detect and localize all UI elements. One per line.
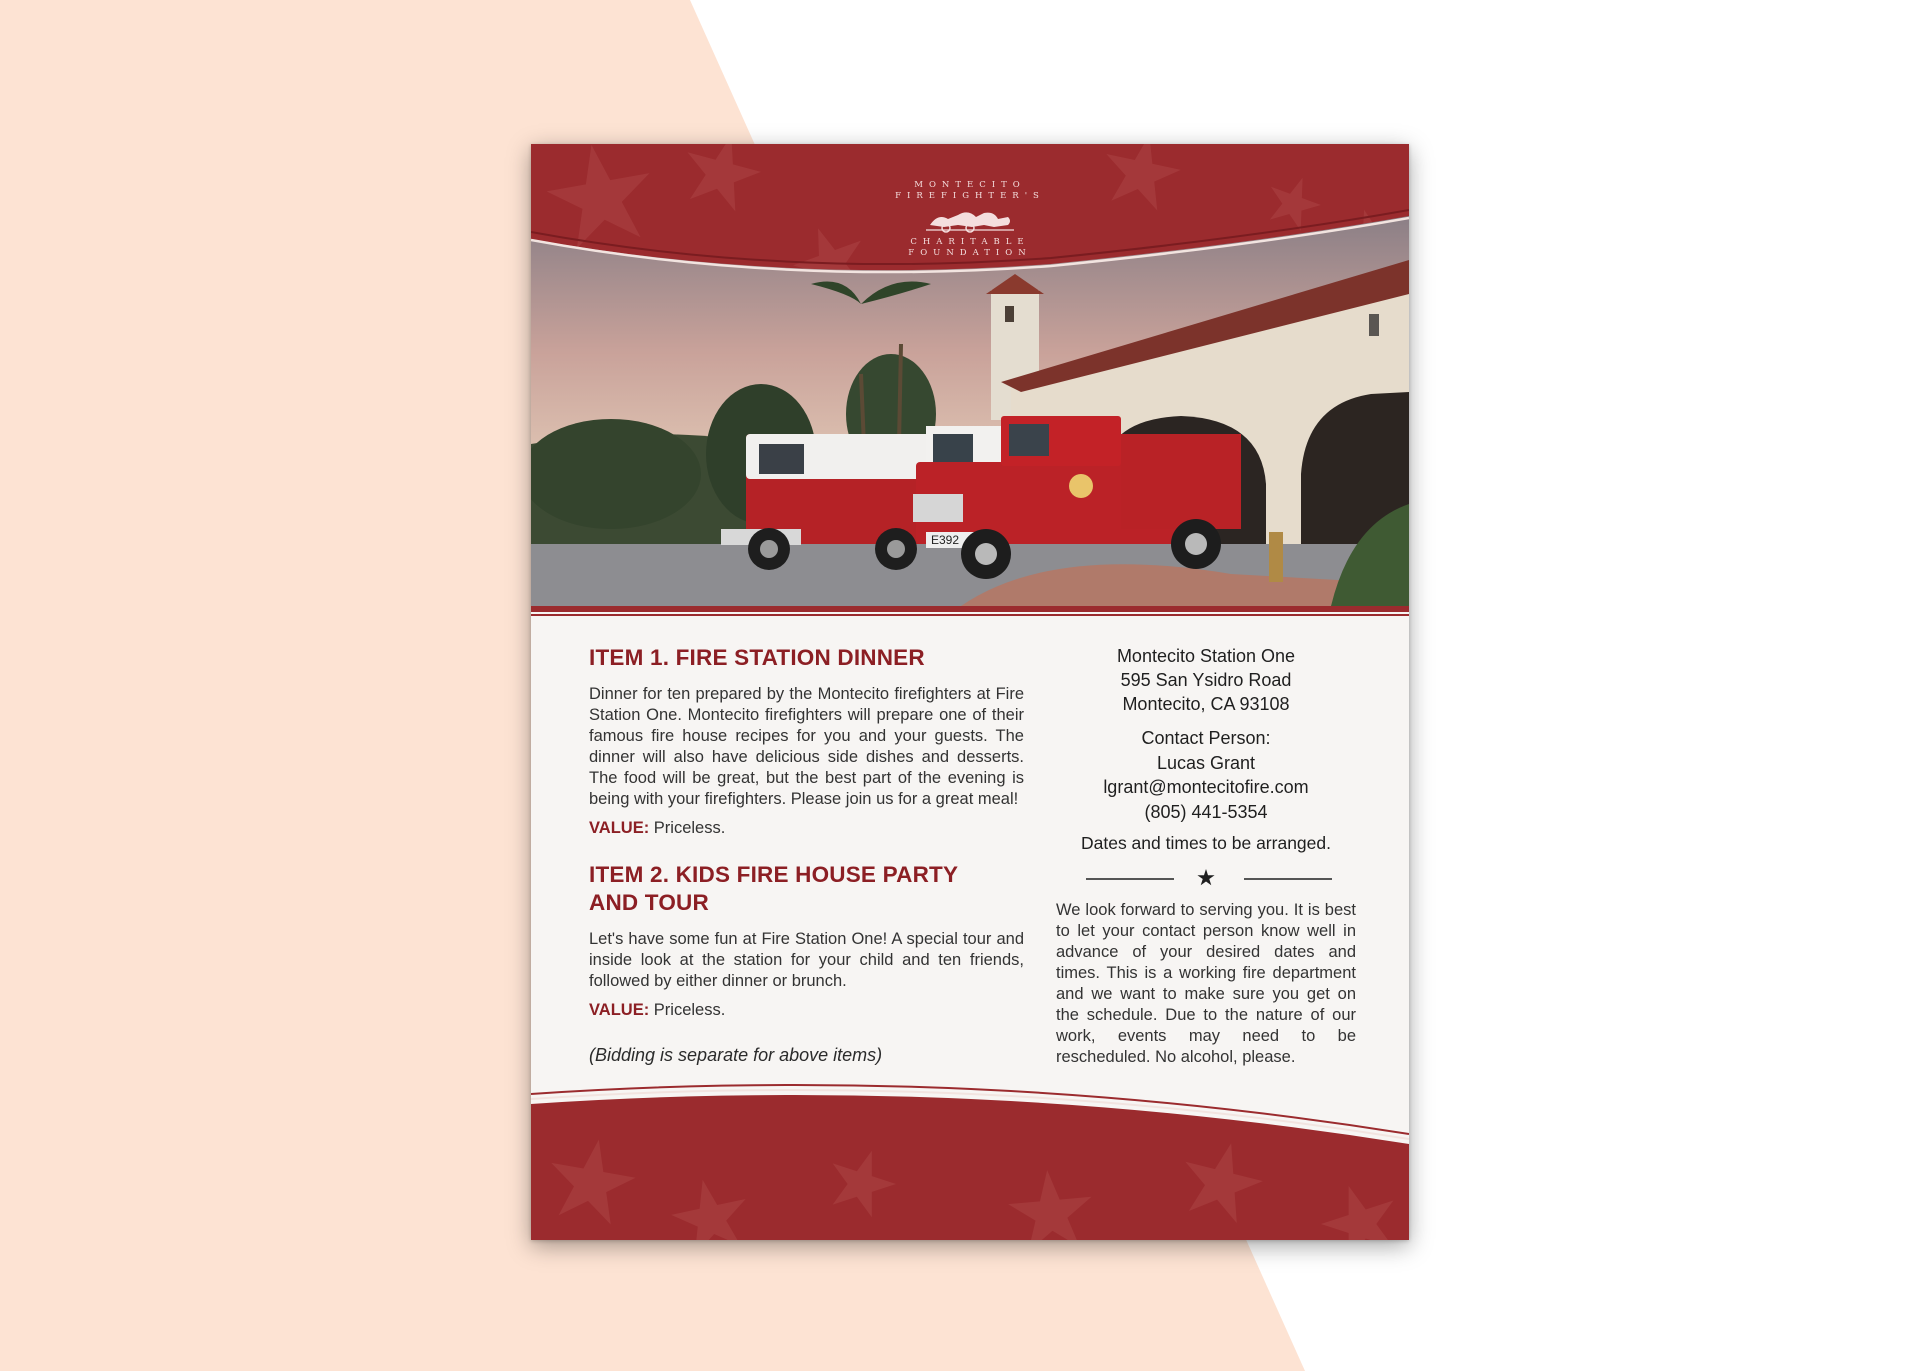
contact-label: Contact Person: <box>1141 728 1271 748</box>
contact-block <box>1056 726 1356 824</box>
address-line2: 595 San Ysidro Road <box>1120 670 1292 690</box>
item2-description: Let's have some fun at Fire Station One! A special tour and inside look at the station for your child and ten friends, followed by either dinner or brunch. <box>589 930 1024 990</box>
divider-line-right <box>1244 878 1332 880</box>
logo-line-firefighters: FIREFIGHTER'S <box>895 191 1045 201</box>
item2-value-label: VALUE: <box>589 1001 650 1019</box>
item1-description: Dinner for ten prepared by the Montecito firefighters at Fire Station One. Montecito firefighters will prepare one of their famous fire house recipes for you and your guests. The dinner will also have delicious side dishes and desserts. The food will be great, but the best part of the evening is being with your firefighters. Please join us for a great meal! <box>589 685 1024 808</box>
footer-band <box>531 1095 1409 1240</box>
logo-line-foundation: FOUNDATION <box>908 248 1032 258</box>
contact-name: Lucas Grant <box>1156 752 1256 773</box>
item1-value-text: Priceless. <box>653 819 726 837</box>
logo-line-montecito: MONTECITO <box>914 180 1026 190</box>
flyer <box>531 144 1409 1240</box>
star-icon <box>1197 869 1215 887</box>
fire-station-photo <box>531 216 1409 606</box>
address-line1: Montecito Station One <box>1116 646 1296 666</box>
closing-note: We look forward to serving you. It is best to let your contact person know well in advance of your desired dates and times. This is a working fire department and we want to make sure you get on the schedule. Due to the nature of our work, events may need to be rescheduled. No alcohol, please. <box>1056 901 1356 1066</box>
photo-border-line <box>531 614 1409 616</box>
contact-column <box>1056 644 1356 1068</box>
dates-note: Dates and times to be arranged. <box>1080 833 1331 853</box>
item1-title: ITEM 1. FIRE STATION DINNER <box>589 645 925 670</box>
logo-line-charitable: CHARITABLE <box>910 237 1030 247</box>
bidding-note: (Bidding is separate for above items) <box>589 1045 883 1065</box>
item2-title <box>589 861 1024 917</box>
item2-title-line2: AND TOUR <box>589 890 709 915</box>
item1-value-label: VALUE: <box>589 819 650 837</box>
item2-value <box>589 1000 1024 1021</box>
auction-items-column <box>589 644 1024 1066</box>
contact-email[interactable]: lgrant@montecitofire.com <box>1103 777 1309 797</box>
station-address <box>1056 644 1356 716</box>
item2-title-line1: ITEM 2. KIDS FIRE HOUSE PARTY <box>589 862 959 887</box>
item1-value <box>589 818 1024 839</box>
foundation-logo <box>870 180 1070 259</box>
photo-border-band <box>531 606 1409 612</box>
item2-value-text: Priceless. <box>653 1001 726 1019</box>
horse-drawn-engine-icon <box>924 205 1016 233</box>
divider-line-left <box>1086 878 1174 880</box>
star-divider <box>1056 868 1356 888</box>
contact-phone[interactable]: (805) 441-5354 <box>1144 801 1268 822</box>
engine-number: E392 <box>931 533 960 547</box>
address-line3: Montecito, CA 93108 <box>1122 694 1290 714</box>
